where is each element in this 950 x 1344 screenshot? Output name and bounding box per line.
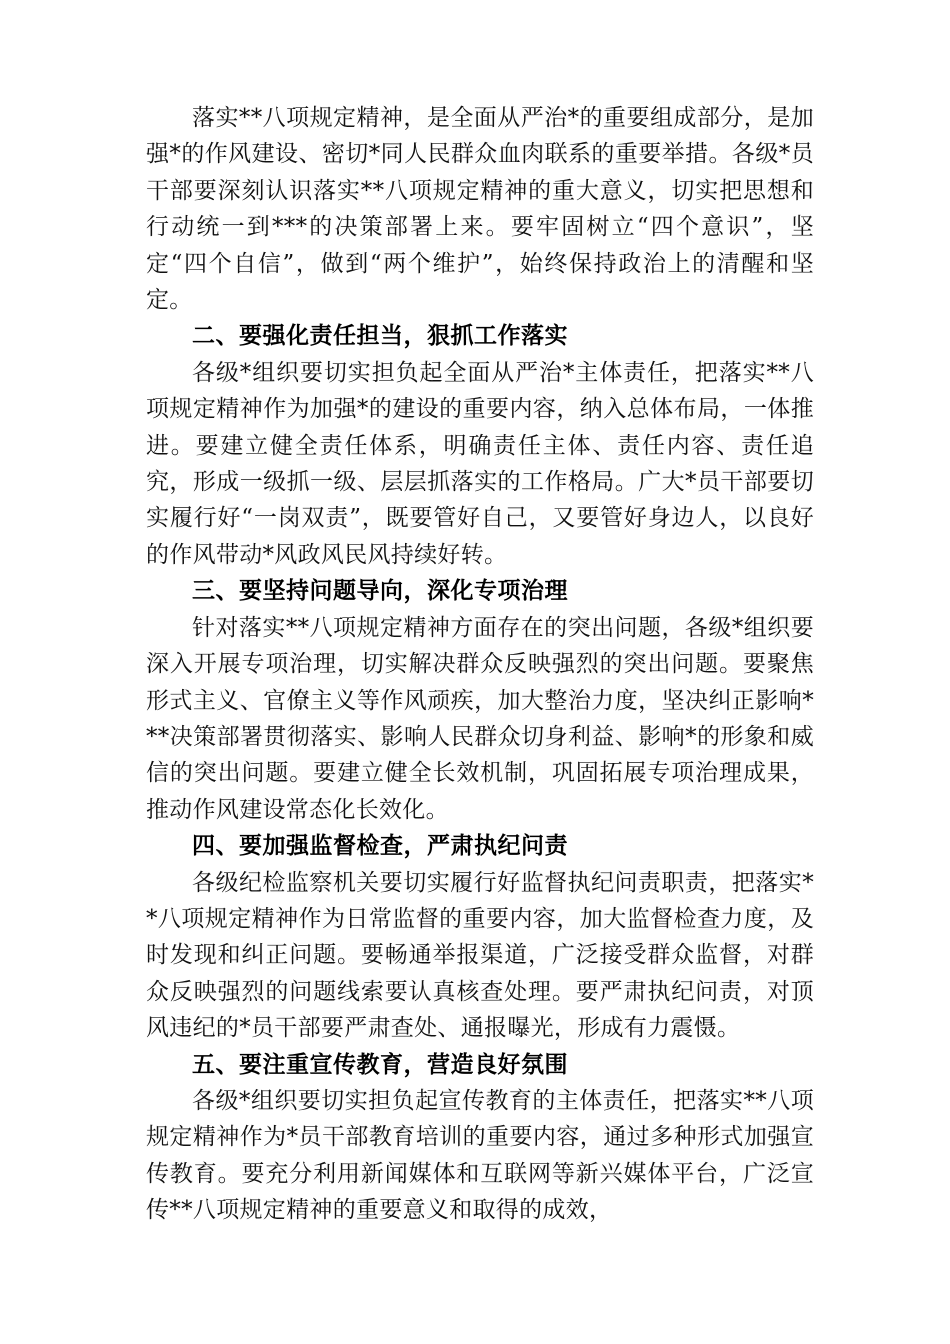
section-heading-5: 五、要注重宣传教育，营造良好氛围	[192, 1051, 568, 1078]
paragraph-2: 各级*组织要切实担负起全面从严治*主体责任，把落实**八项规定精神作为加强*的建设的重要内容，纳入总体布局，一体推进。要建立健全责任体系，明确责任主体、责任内容、责任追究，形成一级抓一级、层层抓落实的工作格局。广大*员干部要切实履行好“一岗双责”，既要管好自己，又要管好身边人，以良好的作风带动*风政风民风持续好转。	[146, 359, 814, 568]
section-heading-4: 四、要加强监督检查，严肃执纪问责	[192, 833, 568, 860]
paragraph-1: 落实**八项规定精神，是全面从严治*的重要组成部分，是加强*的作风建设、密切*同人民群众血肉联系的重要举措。各级*员干部要深刻认识落实**八项规定精神的重大意义，切实把思想和行动统一到***的决策部署上来。要牢固树立“四个意识”，坚定“四个自信”，做到“两个维护”，始终保持政治上的清醒和坚定。	[146, 105, 814, 314]
paragraph-3: 针对落实**八项规定精神方面存在的突出问题，各级*组织要深入开展专项治理，切实解决群众反映强烈的突出问题。要聚焦形式主义、官僚主义等作风顽疾，加大整治力度，坚决纠正影响***决策部署贯彻落实、影响人民群众切身利益、影响*的形象和威信的突出问题。要建立健全长效机制，巩固拓展专项治理成果，推动作风建设常态化长效化。	[146, 614, 814, 823]
section-heading-3: 三、要坚持问题导向，深化专项治理	[192, 578, 568, 605]
section-heading-2: 二、要强化责任担当，狠抓工作落实	[192, 323, 568, 350]
document-page	[146, 100, 814, 1229]
paragraph-5: 各级*组织要切实担负起宣传教育的主体责任，把落实**八项规定精神作为*员干部教育培训的重要内容，通过多种形式加强宣传教育。要充分利用新闻媒体和互联网等新兴媒体平台，广泛宣传**八项规定精神的重要意义和取得的成效，	[146, 1087, 814, 1224]
paragraph-4: 各级纪检监察机关要切实履行好监督执纪问责职责，把落实**八项规定精神作为日常监督的重要内容，加大监督检查力度，及时发现和纠正问题。要畅通举报渠道，广泛接受群众监督，对群众反映强烈的问题线索要认真核查处理。要严肃执纪问责，对顶风违纪的*员干部要严肃查处、通报曝光，形成有力震慑。	[146, 869, 814, 1042]
